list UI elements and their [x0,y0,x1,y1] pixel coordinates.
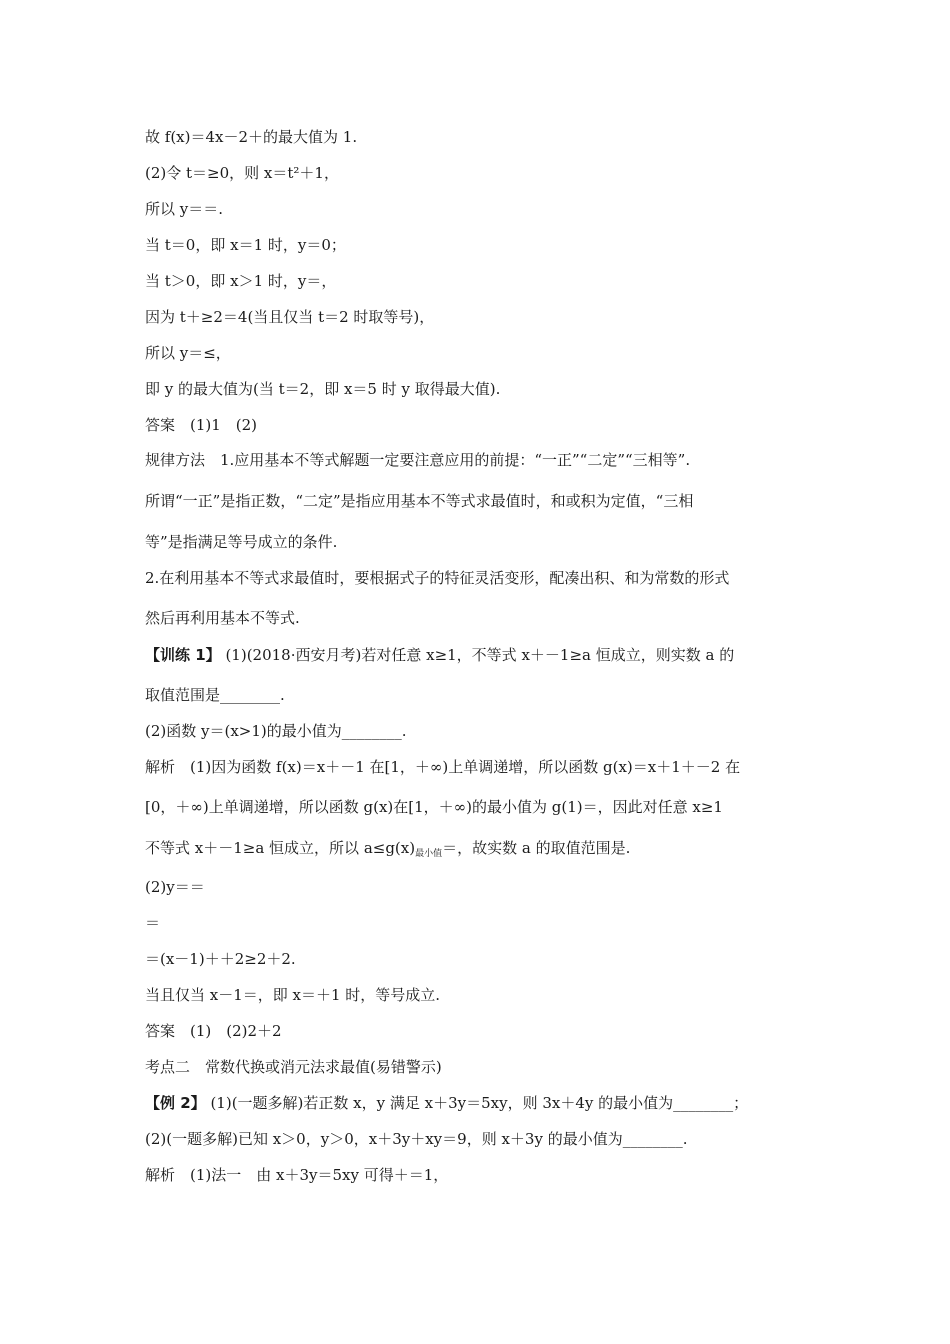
analysis-line-3 [145,838,815,864]
text-line-2: (2)令 t＝≥0，则 x＝t²＋1， [145,164,339,182]
analysis-line-1: 解析 (1)因为函数 f(x)＝x＋－1 在[1，＋∞)上单调递增，所以函数 g(x)＝x＋1＋－2 在 [145,758,741,776]
analysis-line-6: ＝(x－1)＋＋2≥2＋2. [145,950,296,968]
example-line-1 [145,1093,815,1113]
method-line-3: 等”是指满足等号成立的条件. [145,533,338,551]
training-line-2: 取值范围是________. [145,686,285,704]
method-line-4: 2.在利用基本不等式求最值时，要根据式子的特征灵活变形，配凑出积、和为常数的形式 [145,569,730,587]
example-analysis-line: 解析 (1)法一 由 x＋3y＝5xy 可得＋＝1， [145,1166,449,1184]
analysis-line-2: [0，＋∞)上单调递增，所以函数 g(x)在[1，＋∞)的最小值为 g(1)＝，因此对任意 x≥1 [145,798,723,816]
analysis-line-3-b: ＝，故实数 a 的取值范围是. [442,839,631,857]
training-line-3: (2)函数 y＝(x>1)的最小值为________. [145,722,407,740]
answer-line-2: 答案 (1) (2)2＋2 [145,1022,282,1040]
method-line-1: 规律方法 1.应用基本不等式解题一定要注意应用的前提：“一正”“二定”“三相等”. [145,451,691,469]
text-line-4: 当 t＝0，即 x＝1 时，y＝0； [145,236,346,254]
text-line-8: 即 y 的最大值为(当 t＝2，即 x＝5 时 y 取得最大值). [145,380,501,398]
analysis-line-3-a: 不等式 x＋－1≥a 恒成立，所以 a≤g(x) [145,839,416,857]
text-line-6: 因为 t＋≥2＝4(当且仅当 t＝2 时取等号)， [145,308,435,326]
min-value-subscript: 最小值 [415,849,443,859]
training-label: 【训练 1】 [145,646,221,664]
text-line-7: 所以 y＝≤， [145,344,231,362]
text-line-3: 所以 y＝＝. [145,200,224,218]
analysis-line-4: (2)y＝＝ [145,878,205,896]
training-line-1 [145,645,815,665]
section-heading: 考点二 常数代换或消元法求最值(易错警示) [145,1058,442,1076]
analysis-line-7: 当且仅当 x－1＝，即 x＝＋1 时，等号成立. [145,986,441,1004]
method-line-2: 所谓“一正”是指正数，“二定”是指应用基本不等式求最值时，和或积为定值，“三相 [145,492,694,510]
text-line-1: 故 f(x)＝4x－2＋的最大值为 1. [145,128,358,146]
answer-line-1: 答案 (1)1 (2) [145,416,258,434]
example-label: 【例 2】 [145,1094,206,1112]
text-line-5: 当 t＞0，即 x＞1 时，y＝， [145,272,337,290]
example-text: (1)(一题多解)若正数 x，y 满足 x＋3y＝5xy，则 3x＋4y 的最小值为________； [210,1094,749,1112]
method-line-5: 然后再利用基本不等式. [145,609,300,627]
analysis-line-5: ＝ [145,914,161,932]
training-text: (1)(2018·西安月考)若对任意 x≥1，不等式 x＋－1≥a 恒成立，则实数 a 的 [225,646,735,664]
example-line-2: (2)(一题多解)已知 x＞0，y＞0，x＋3y＋xy＝9，则 x＋3y 的最小值为________. [145,1130,688,1148]
